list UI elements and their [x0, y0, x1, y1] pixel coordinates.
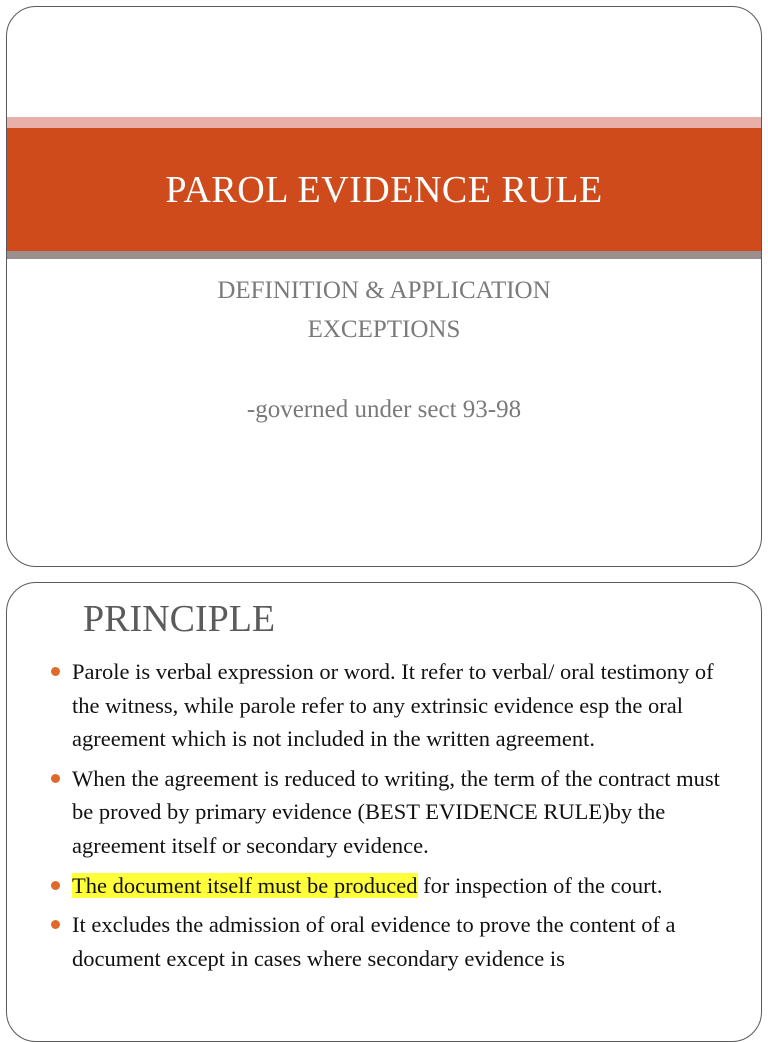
bullet-dot-icon — [51, 667, 60, 676]
title-slide — [6, 6, 762, 567]
subtitle-exceptions: EXCEPTIONS — [307, 316, 461, 343]
bullet-list — [51, 655, 741, 981]
bullet-item — [51, 908, 741, 975]
subtitle-governed: -governed under sect 93-98 — [246, 396, 522, 423]
bullet-item — [51, 655, 741, 756]
subtitle-definition: DEFINITION & APPLICATION — [217, 277, 551, 304]
title-band-bottom — [7, 251, 761, 259]
bullet-text: Parole is verbal expression or word. It refer to verbal/ oral testimony of the witness, while parole refer to any extrinsic evidence esp the oral agreement which is not included in the written agreement. — [72, 659, 714, 752]
slide-heading: PRINCIPLE — [83, 598, 276, 640]
bullet-dot-icon — [51, 920, 60, 929]
bullet-dot-icon — [51, 774, 60, 783]
bullet-text: for inspection of the court. — [417, 872, 663, 898]
bullet-text: It excludes the admission of oral evidence to prove the content of a document except in cases where secondary evidence is — [72, 912, 676, 971]
bullet-item — [51, 869, 741, 903]
title-band-top — [7, 117, 761, 128]
bullet-item — [51, 762, 741, 863]
bullet-text: When the agreement is reduced to writing, the term of the contract must be proved by primary evidence (BEST EVIDENCE RULE)by the agreement itself or secondary evidence. — [72, 765, 720, 858]
slide-title: PAROL EVIDENCE RULE — [165, 168, 603, 211]
bullet-dot-icon — [51, 881, 60, 890]
principle-slide — [6, 582, 762, 1042]
highlighted-text: The document itself must be produced — [72, 872, 418, 898]
